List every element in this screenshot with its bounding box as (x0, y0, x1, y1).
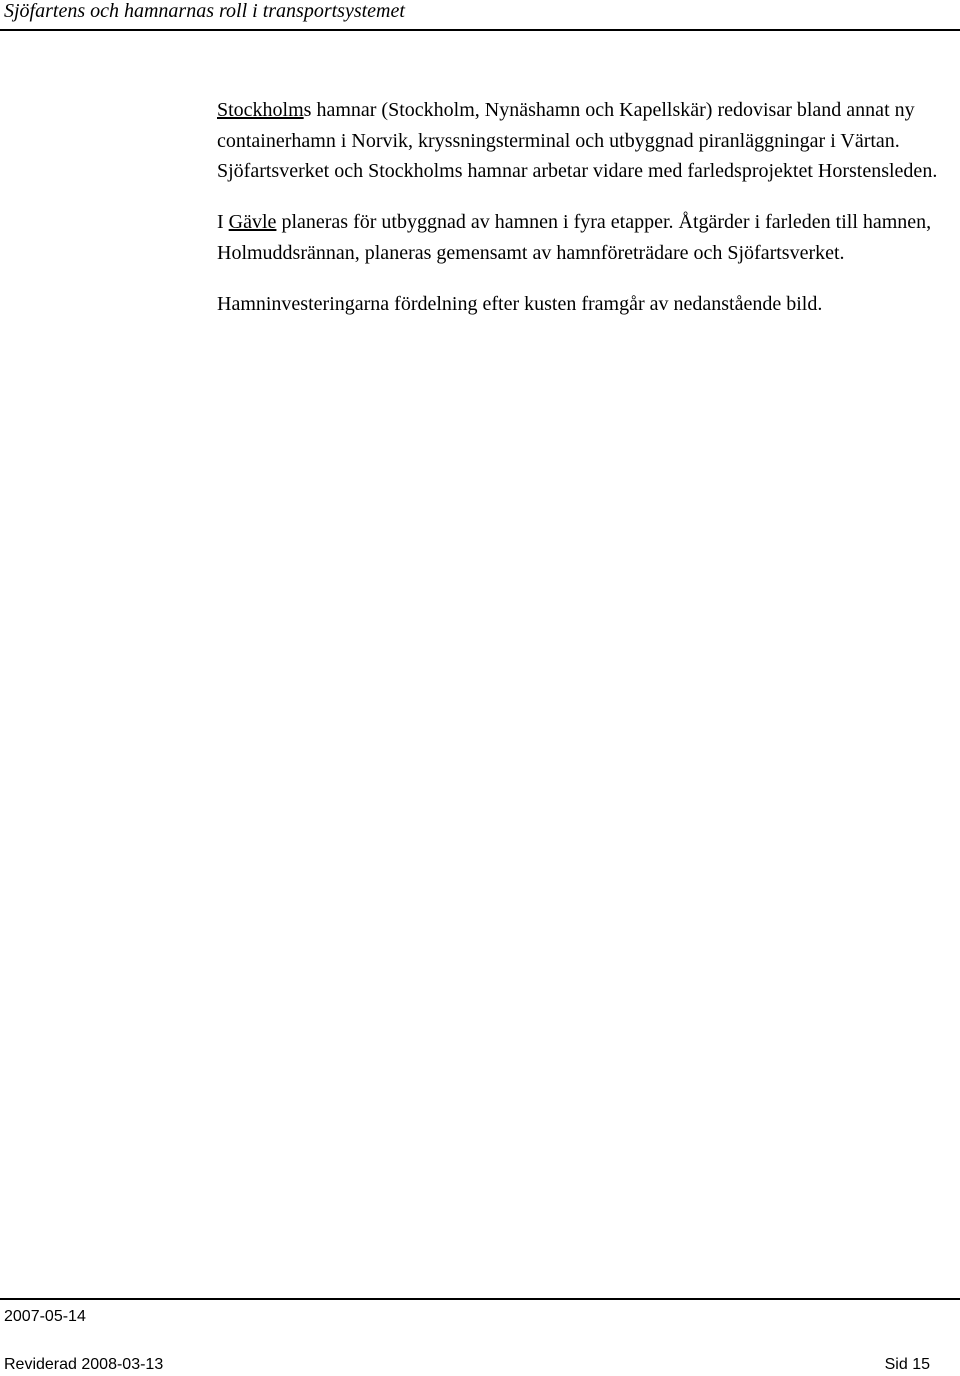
paragraph-investments: Hamninvesteringarna fördelning efter kusten framgår av nedanstående bild. (217, 292, 823, 315)
footer-divider (0, 1298, 960, 1300)
body-text (217, 95, 942, 340)
page-number: Sid 15 (884, 1356, 930, 1373)
footer-revised-date: Reviderad 2008-03-13 (4, 1356, 164, 1373)
document-title: Sjöfartens och hamnarnas roll i transportsystemet (4, 0, 405, 22)
page-header (0, 0, 960, 31)
paragraph-gavle-lead: I (217, 211, 229, 233)
underlined-place-stockholm: Stockholm (217, 99, 304, 121)
underlined-place-gavle: Gävle (228, 211, 277, 233)
paragraph-stockholm-text: s hamnar (Stockholm, Nynäshamn och Kapellskär) redovisar bland annat ny containerhamn i Norvik, kryssningsterminal och utbyggnad piranläggningar i Värtan. Sjöfartsverket och Stockholms hamnar arbetar vidare med farledsprojektet Horstensleden. (217, 99, 938, 182)
paragraph-gavle-text: planeras för utbyggnad av hamnen i fyra etapper. Åtgärder i farleden till hamnen, Holmuddsrännan, planeras gemensamt av hamnföreträdare och Sjöfartsverket. (217, 211, 932, 264)
paragraph-gavle (217, 207, 942, 268)
footer-date: 2007-05-14 (4, 1308, 86, 1325)
paragraph-stockholm (217, 95, 942, 187)
